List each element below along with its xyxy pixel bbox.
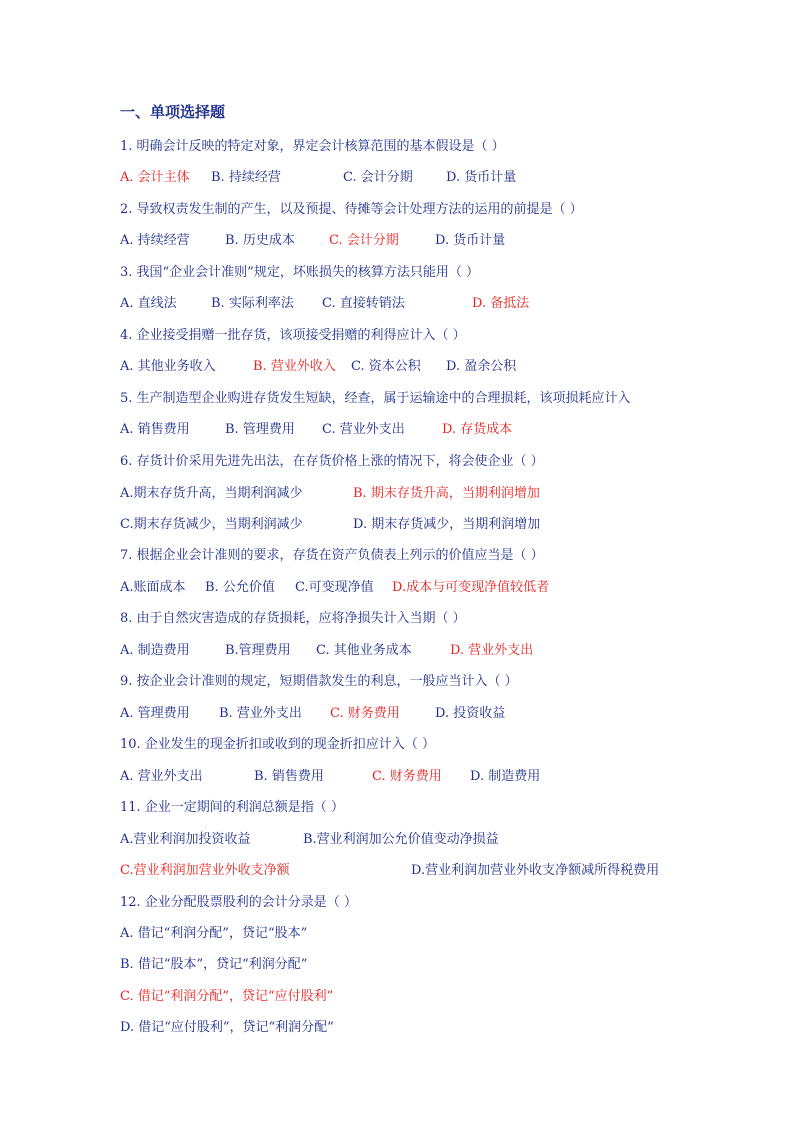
question-3: 3. 我国“企业会计准则”规定，坏账损失的核算方法只能用（ ） bbox=[120, 265, 479, 280]
option-12d: D. 借记“应付股利”，贷记“利润分配” bbox=[120, 1020, 334, 1035]
option-10a: A. 营业外支出 bbox=[120, 769, 203, 784]
question-2: 2. 导致权责发生制的产生，以及预提、待摊等会计处理方法的运用的前提是（ ） bbox=[120, 202, 583, 217]
option-3b: B. 实际利率法 bbox=[211, 296, 294, 311]
option-9c: C. 财务费用 bbox=[330, 706, 400, 721]
options-6cd bbox=[0, 513, 800, 533]
question-6: 6. 存货计价采用先进先出法，在存货价格上涨的情况下，将会使企业（ ） bbox=[120, 454, 544, 469]
option-2c: C. 会计分期 bbox=[329, 233, 399, 248]
question-10: 10. 企业发生的现金折扣或收到的现金折扣应计入（ ） bbox=[120, 737, 435, 752]
option-1d: D. 货币计量 bbox=[446, 170, 517, 185]
option-1b: B. 持续经营 bbox=[211, 170, 281, 185]
question-12: 12. 企业分配股票股利的会计分录是（ ） bbox=[120, 895, 357, 910]
option-11c: C.营业利润加营业外收支净额 bbox=[120, 863, 290, 878]
option-4a: A. 其他业务收入 bbox=[120, 359, 216, 374]
option-8a: A. 制造费用 bbox=[120, 643, 190, 658]
option-4d: D. 盈余公积 bbox=[446, 359, 517, 374]
option-6d: D. 期末存货减少，当期利润增加 bbox=[353, 517, 541, 532]
option-5c: C. 营业外支出 bbox=[322, 422, 405, 437]
options-9 bbox=[0, 702, 800, 722]
option-9d: D. 投资收益 bbox=[435, 706, 506, 721]
option-3c: C. 直接转销法 bbox=[322, 296, 405, 311]
option-2b: B. 历史成本 bbox=[225, 233, 295, 248]
option-4c: C. 资本公积 bbox=[351, 359, 421, 374]
options-8 bbox=[0, 639, 800, 659]
option-5a: A. 销售费用 bbox=[120, 422, 190, 437]
options-6ab bbox=[0, 482, 800, 502]
options-2 bbox=[0, 229, 800, 249]
option-10c: C. 财务费用 bbox=[372, 769, 442, 784]
options-11ab bbox=[0, 828, 800, 848]
options-3 bbox=[0, 292, 800, 312]
option-8b: B.管理费用 bbox=[225, 643, 291, 658]
option-3d: D. 备抵法 bbox=[472, 296, 530, 311]
option-12b: B. 借记“股本”，贷记“利润分配” bbox=[120, 957, 308, 972]
option-7a: A.账面成本 bbox=[120, 580, 186, 595]
option-1a: A. 会计主体 bbox=[120, 170, 190, 185]
options-4 bbox=[0, 355, 800, 375]
options-10 bbox=[0, 765, 800, 785]
question-1: 1. 明确会计反映的特定对象，界定会计核算范围的基本假设是（ ） bbox=[120, 139, 505, 154]
question-9: 9. 按企业会计准则的规定，短期借款发生的利息，一般应当计入（ ） bbox=[120, 674, 518, 689]
option-12c: C. 借记“利润分配”，贷记“应付股利” bbox=[120, 989, 334, 1004]
option-12a: A. 借记“利润分配”，贷记“股本” bbox=[120, 926, 308, 941]
question-7: 7. 根据企业会计准则的要求，存货在资产负债表上列示的价值应当是（ ） bbox=[120, 548, 544, 563]
option-2d: D. 货币计量 bbox=[435, 233, 506, 248]
options-11cd bbox=[0, 859, 800, 879]
option-1c: C. 会计分期 bbox=[343, 170, 413, 185]
question-11: 11. 企业一定期间的利润总额是指（ ） bbox=[120, 800, 344, 815]
option-8d: D. 营业外支出 bbox=[450, 643, 534, 658]
section-title: 一、单项选择题 bbox=[120, 103, 226, 121]
options-5 bbox=[0, 418, 800, 438]
option-6c: C.期末存货减少，当期利润减少 bbox=[120, 517, 303, 532]
option-2a: A. 持续经营 bbox=[120, 233, 190, 248]
option-4b: B. 营业外收入 bbox=[253, 359, 336, 374]
question-4: 4. 企业接受捐赠一批存货，该项接受捐赠的利得应计入（ ） bbox=[120, 328, 466, 343]
option-8c: C. 其他业务成本 bbox=[316, 643, 412, 658]
option-7c: C.可变现净值 bbox=[295, 580, 374, 595]
option-5b: B. 管理费用 bbox=[225, 422, 295, 437]
option-10d: D. 制造费用 bbox=[470, 769, 541, 784]
option-10b: B. 销售费用 bbox=[254, 769, 324, 784]
question-5: 5. 生产制造型企业购进存货发生短缺，经查，属于运输途中的合理损耗，该项损耗应计入 bbox=[120, 391, 631, 406]
question-8: 8. 由于自然灾害造成的存货损耗，应将净损失计入当期（ ） bbox=[120, 611, 466, 626]
option-5d: D. 存货成本 bbox=[442, 422, 513, 437]
option-9a: A. 管理费用 bbox=[120, 706, 190, 721]
option-11a: A.营业利润加投资收益 bbox=[120, 832, 251, 847]
option-7d: D.成本与可变现净值较低者 bbox=[392, 580, 550, 595]
option-3a: A. 直线法 bbox=[120, 296, 177, 311]
options-7 bbox=[0, 576, 800, 596]
option-11b: B.营业利润加公允价值变动净损益 bbox=[303, 832, 499, 847]
option-9b: B. 营业外支出 bbox=[219, 706, 302, 721]
option-6a: A.期末存货升高，当期利润减少 bbox=[120, 486, 303, 501]
option-11d: D.营业利润加营业外收支净额减所得税费用 bbox=[411, 863, 660, 878]
option-6b: B. 期末存货升高，当期利润增加 bbox=[353, 486, 540, 501]
options-1 bbox=[0, 166, 800, 186]
option-7b: B. 公允价值 bbox=[205, 580, 275, 595]
